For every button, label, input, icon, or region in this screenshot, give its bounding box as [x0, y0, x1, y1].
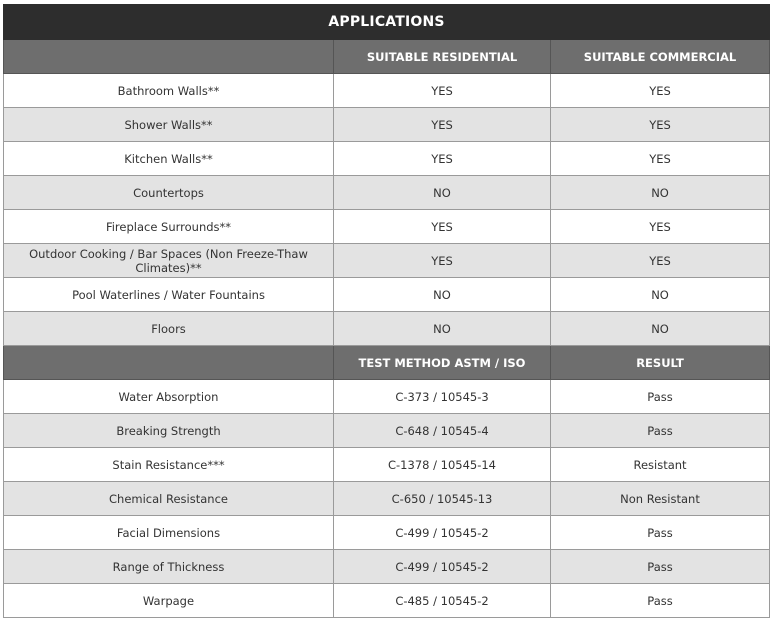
- cell-value: Pass: [551, 550, 770, 584]
- cell-value: C-499 / 10545-2: [334, 550, 551, 584]
- cell-value: C-499 / 10545-2: [334, 516, 551, 550]
- table-row: [4, 380, 770, 414]
- column-header: RESULT: [551, 346, 770, 380]
- row-label: Facial Dimensions: [4, 516, 334, 550]
- cell-value: NO: [551, 278, 770, 312]
- table-title-row: [4, 5, 770, 40]
- column-header: [4, 346, 334, 380]
- row-label: Breaking Strength: [4, 414, 334, 448]
- cell-value: YES: [551, 108, 770, 142]
- row-label: Bathroom Walls**: [4, 74, 334, 108]
- column-header: [4, 40, 334, 74]
- row-label: Fireplace Surrounds**: [4, 210, 334, 244]
- table-row: [4, 244, 770, 278]
- cell-value: C-485 / 10545-2: [334, 584, 551, 618]
- table-row: [4, 74, 770, 108]
- row-label: Pool Waterlines / Water Fountains: [4, 278, 334, 312]
- tests-header-row: [4, 346, 770, 380]
- column-header: TEST METHOD ASTM / ISO: [334, 346, 551, 380]
- table-row: [4, 482, 770, 516]
- cell-value: YES: [334, 142, 551, 176]
- cell-value: Pass: [551, 380, 770, 414]
- table-row: [4, 210, 770, 244]
- table-row: [4, 414, 770, 448]
- table-row: [4, 176, 770, 210]
- column-header: SUITABLE RESIDENTIAL: [334, 40, 551, 74]
- row-label: Water Absorption: [4, 380, 334, 414]
- cell-value: Pass: [551, 584, 770, 618]
- row-label: Shower Walls**: [4, 108, 334, 142]
- table-row: [4, 312, 770, 346]
- column-header: SUITABLE COMMERCIAL: [551, 40, 770, 74]
- cell-value: NO: [551, 176, 770, 210]
- cell-value: Pass: [551, 414, 770, 448]
- row-label: Kitchen Walls**: [4, 142, 334, 176]
- row-label: Range of Thickness: [4, 550, 334, 584]
- row-label: Chemical Resistance: [4, 482, 334, 516]
- row-label: Outdoor Cooking / Bar Spaces (Non Freeze-Thaw Climates)**: [4, 244, 334, 278]
- table-row: [4, 108, 770, 142]
- table-row: [4, 516, 770, 550]
- cell-value: YES: [334, 74, 551, 108]
- cell-value: YES: [551, 210, 770, 244]
- cell-value: Resistant: [551, 448, 770, 482]
- table-row: [4, 584, 770, 618]
- spec-table-container: [3, 4, 769, 618]
- row-label: Countertops: [4, 176, 334, 210]
- cell-value: YES: [551, 244, 770, 278]
- cell-value: YES: [334, 108, 551, 142]
- row-label: Floors: [4, 312, 334, 346]
- table-row: [4, 550, 770, 584]
- table-title: APPLICATIONS: [4, 5, 770, 40]
- row-label: Warpage: [4, 584, 334, 618]
- cell-value: YES: [334, 244, 551, 278]
- cell-value: C-1378 / 10545-14: [334, 448, 551, 482]
- cell-value: Pass: [551, 516, 770, 550]
- table-row: [4, 278, 770, 312]
- cell-value: C-648 / 10545-4: [334, 414, 551, 448]
- cell-value: YES: [334, 210, 551, 244]
- cell-value: NO: [334, 278, 551, 312]
- table-row: [4, 448, 770, 482]
- row-label: Stain Resistance***: [4, 448, 334, 482]
- cell-value: NO: [551, 312, 770, 346]
- cell-value: YES: [551, 74, 770, 108]
- cell-value: C-650 / 10545-13: [334, 482, 551, 516]
- applications-header-row: [4, 40, 770, 74]
- cell-value: NO: [334, 312, 551, 346]
- cell-value: NO: [334, 176, 551, 210]
- table-row: [4, 142, 770, 176]
- cell-value: C-373 / 10545-3: [334, 380, 551, 414]
- applications-spec-table: [3, 4, 770, 618]
- cell-value: YES: [551, 142, 770, 176]
- cell-value: Non Resistant: [551, 482, 770, 516]
